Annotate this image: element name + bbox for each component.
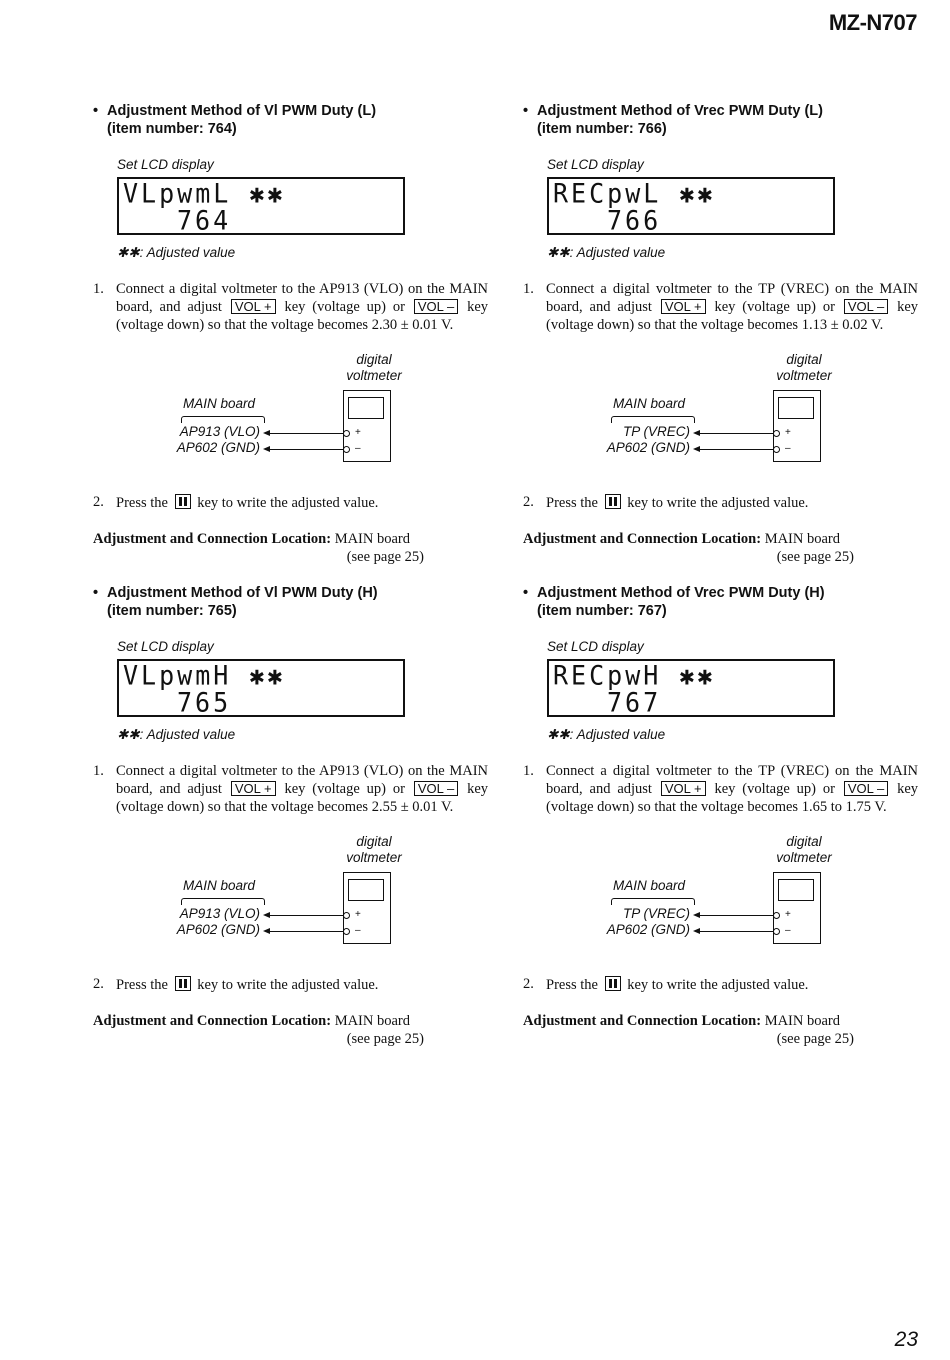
board-brace xyxy=(611,898,695,905)
text-connect: Connect a digital voltmeter to the xyxy=(116,763,320,779)
text-board: on the MAIN board, and adjust xyxy=(116,763,488,797)
vol-minus-key: VOL – xyxy=(844,299,888,314)
step-number: 1. xyxy=(523,281,534,297)
location-label: Adjustment and Connection Location: xyxy=(523,1013,762,1029)
pin-label-2: AP602 (GND) xyxy=(606,440,690,455)
step-1-text xyxy=(546,762,918,816)
location-value: MAIN board xyxy=(331,531,410,547)
target-voltage: 2.30 ± 0.01 V. xyxy=(371,317,454,333)
section-title-block xyxy=(537,102,823,138)
adjustment-section-4 xyxy=(523,584,923,1054)
bullet: • xyxy=(523,585,529,601)
connection-diagram xyxy=(603,352,843,462)
voltmeter-label-2: voltmeter xyxy=(346,850,402,865)
text-press: Press the xyxy=(546,495,602,511)
adjustment-section-1 xyxy=(93,102,493,572)
text-write: key to write the adjusted value. xyxy=(623,495,809,511)
page-number: 23 xyxy=(894,1328,918,1351)
location-page: (see page 25) xyxy=(776,1031,854,1047)
vol-plus-key: VOL + xyxy=(661,299,706,314)
voltmeter-icon xyxy=(343,390,391,462)
terminal-icon xyxy=(773,446,780,453)
connection-diagram xyxy=(603,834,843,944)
voltmeter-icon xyxy=(773,872,821,944)
item-number: (item number: 767) xyxy=(537,603,667,619)
text-connect: Connect a digital voltmeter to the xyxy=(116,281,320,297)
text-write: key to write the adjusted value. xyxy=(623,977,809,993)
voltmeter-label xyxy=(769,834,839,866)
location-block xyxy=(523,530,854,566)
section-title: Adjustment Method of Vl PWM Duty (H) xyxy=(107,585,378,601)
text-board: on the MAIN board, and adjust xyxy=(546,763,918,797)
lcd-display xyxy=(117,659,405,717)
terminal-icon xyxy=(343,446,350,453)
section-title: Adjustment Method of Vl PWM Duty (L) xyxy=(107,103,377,119)
text-press: Press the xyxy=(546,977,602,993)
board-brace xyxy=(181,416,265,423)
voltmeter-label-2: voltmeter xyxy=(346,368,402,383)
lcd-display xyxy=(117,177,405,235)
voltmeter-label-1: digital xyxy=(786,352,822,367)
location-page: (see page 25) xyxy=(346,1031,424,1047)
voltmeter-label-1: digital xyxy=(786,834,822,849)
voltmeter-label-2: voltmeter xyxy=(776,850,832,865)
voltmeter-label xyxy=(769,352,839,384)
plus-terminal-label: + xyxy=(355,427,361,438)
pin-label-1: TP (VREC) xyxy=(623,424,690,439)
text-board: on the MAIN board, and adjust xyxy=(116,281,488,315)
measure-point: TP (VREC) xyxy=(758,281,830,297)
pin-label-1: AP913 (VLO) xyxy=(179,424,260,439)
text-key-down: key (voltage down) so that the voltage becomes xyxy=(116,299,488,333)
voltmeter-label-2: voltmeter xyxy=(776,368,832,383)
terminal-icon xyxy=(773,430,780,437)
location-label: Adjustment and Connection Location: xyxy=(523,531,762,547)
vol-minus-key: VOL – xyxy=(844,781,888,796)
lcd-label: Set LCD display xyxy=(547,157,644,172)
step-2-text xyxy=(546,976,808,994)
pause-key-icon xyxy=(175,976,191,991)
text-board: on the MAIN board, and adjust xyxy=(546,281,918,315)
voltmeter-screen xyxy=(348,879,384,901)
measure-point: AP913 (VLO) xyxy=(319,281,404,297)
text-key-down: key (voltage down) so that the voltage becomes xyxy=(116,781,488,815)
adjusted-value-note: ✱✱: Adjusted value xyxy=(547,727,666,742)
target-voltage: 1.65 to 1.75 V. xyxy=(801,799,887,815)
terminal-icon xyxy=(773,928,780,935)
wire-plus xyxy=(699,433,775,434)
location-value: MAIN board xyxy=(761,531,840,547)
model-number: MZ-N707 xyxy=(828,10,917,35)
location-label: Adjustment and Connection Location: xyxy=(93,1013,332,1029)
lcd-line-2: 767 xyxy=(607,687,662,718)
step-1-text xyxy=(116,762,488,816)
plus-terminal-label: + xyxy=(355,909,361,920)
location-value: MAIN board xyxy=(761,1013,840,1029)
step-number: 2. xyxy=(93,976,104,992)
connection-diagram xyxy=(173,352,413,462)
section-title-block xyxy=(107,584,378,620)
connection-diagram xyxy=(173,834,413,944)
minus-terminal-label: – xyxy=(355,443,361,454)
pin-label-2: AP602 (GND) xyxy=(606,922,690,937)
location-page: (see page 25) xyxy=(346,549,424,565)
adjusted-value-note: ✱✱: Adjusted value xyxy=(117,727,236,742)
section-title: Adjustment Method of Vrec PWM Duty (H) xyxy=(537,585,825,601)
wire-plus xyxy=(699,915,775,916)
step-number: 2. xyxy=(93,494,104,510)
step-number: 2. xyxy=(523,976,534,992)
wire-minus xyxy=(699,931,775,932)
location-line xyxy=(93,1012,424,1030)
step-number: 2. xyxy=(523,494,534,510)
target-voltage: 2.55 ± 0.01 V. xyxy=(371,799,454,815)
text-write: key to write the adjusted value. xyxy=(193,977,379,993)
minus-terminal-label: – xyxy=(785,443,791,454)
section-title: Adjustment Method of Vrec PWM Duty (L) xyxy=(537,103,823,119)
pin-label-2: AP602 (GND) xyxy=(176,922,260,937)
location-page: (see page 25) xyxy=(776,549,854,565)
voltmeter-label-1: digital xyxy=(356,834,392,849)
vol-plus-key: VOL + xyxy=(231,781,276,796)
pin-label-1: AP913 (VLO) xyxy=(179,906,260,921)
step-2-text xyxy=(116,494,378,512)
adjusted-value-note: ✱✱: Adjusted value xyxy=(117,245,236,260)
pause-key-icon xyxy=(605,494,621,509)
wire-minus xyxy=(269,931,345,932)
lcd-line-1: RECpwL ✱✱ xyxy=(553,178,716,209)
text-key-up: key (voltage up) or xyxy=(707,781,842,797)
item-number: (item number: 764) xyxy=(107,121,237,137)
lcd-line-1: VLpwmH ✱✱ xyxy=(123,660,286,691)
step-number: 1. xyxy=(523,763,534,779)
pin-label-1: TP (VREC) xyxy=(623,906,690,921)
lcd-display xyxy=(547,659,835,717)
lcd-line-2: 766 xyxy=(607,205,662,236)
text-key-up: key (voltage up) or xyxy=(277,299,412,315)
target-voltage: 1.13 ± 0.02 V. xyxy=(801,317,884,333)
text-key-down: key (voltage down) so that the voltage becomes xyxy=(546,299,918,333)
measure-point: AP913 (VLO) xyxy=(319,763,404,779)
voltmeter-screen xyxy=(348,397,384,419)
vol-plus-key: VOL + xyxy=(231,299,276,314)
voltmeter-screen xyxy=(778,397,814,419)
voltmeter-icon xyxy=(343,872,391,944)
voltmeter-icon xyxy=(773,390,821,462)
step-number: 1. xyxy=(93,763,104,779)
text-key-down: key (voltage down) so that the voltage becomes xyxy=(546,781,918,815)
terminal-icon xyxy=(343,912,350,919)
main-board-label: MAIN board xyxy=(613,878,686,893)
lcd-display xyxy=(547,177,835,235)
vol-plus-key: VOL + xyxy=(661,781,706,796)
text-connect: Connect a digital voltmeter to the xyxy=(546,281,759,297)
plus-terminal-label: + xyxy=(785,909,791,920)
main-board-label: MAIN board xyxy=(613,396,686,411)
terminal-icon xyxy=(343,928,350,935)
step-2-text xyxy=(116,976,378,994)
adjustment-section-2 xyxy=(523,102,923,572)
terminal-icon xyxy=(773,912,780,919)
location-line xyxy=(523,530,854,548)
adjustment-section-3 xyxy=(93,584,493,1054)
minus-terminal-label: – xyxy=(785,925,791,936)
terminal-icon xyxy=(343,430,350,437)
lcd-label: Set LCD display xyxy=(547,639,644,654)
main-board-label: MAIN board xyxy=(183,878,256,893)
text-write: key to write the adjusted value. xyxy=(193,495,379,511)
main-board-label: MAIN board xyxy=(183,396,256,411)
lcd-label: Set LCD display xyxy=(117,639,214,654)
voltmeter-label xyxy=(339,352,409,384)
bullet: • xyxy=(93,585,99,601)
text-connect: Connect a digital voltmeter to the xyxy=(546,763,759,779)
step-number: 1. xyxy=(93,281,104,297)
plus-terminal-label: + xyxy=(785,427,791,438)
pause-key-icon xyxy=(175,494,191,509)
lcd-label: Set LCD display xyxy=(117,157,214,172)
voltmeter-label-1: digital xyxy=(356,352,392,367)
board-brace xyxy=(181,898,265,905)
lcd-line-1: VLpwmL ✱✱ xyxy=(123,178,286,209)
wire-plus xyxy=(269,433,345,434)
bullet: • xyxy=(93,103,99,119)
step-1-text xyxy=(116,280,488,334)
location-line xyxy=(93,530,424,548)
text-press: Press the xyxy=(116,495,172,511)
text-key-up: key (voltage up) or xyxy=(707,299,842,315)
step-1-text xyxy=(546,280,918,334)
lcd-line-2: 764 xyxy=(177,205,232,236)
location-line xyxy=(523,1012,854,1030)
step-2-text xyxy=(546,494,808,512)
voltmeter-label xyxy=(339,834,409,866)
bullet: • xyxy=(523,103,529,119)
measure-point: TP (VREC) xyxy=(758,763,830,779)
board-brace xyxy=(611,416,695,423)
location-value: MAIN board xyxy=(331,1013,410,1029)
pause-key-icon xyxy=(605,976,621,991)
section-title-block xyxy=(537,584,825,620)
vol-minus-key: VOL – xyxy=(414,299,458,314)
section-title-block xyxy=(107,102,376,138)
location-label: Adjustment and Connection Location: xyxy=(93,531,332,547)
wire-minus xyxy=(699,449,775,450)
location-block xyxy=(93,1012,424,1048)
item-number: (item number: 765) xyxy=(107,603,237,619)
minus-terminal-label: – xyxy=(355,925,361,936)
adjusted-value-note: ✱✱: Adjusted value xyxy=(547,245,666,260)
wire-minus xyxy=(269,449,345,450)
text-press: Press the xyxy=(116,977,172,993)
location-block xyxy=(93,530,424,566)
location-block xyxy=(523,1012,854,1048)
lcd-line-2: 765 xyxy=(177,687,232,718)
text-key-up: key (voltage up) or xyxy=(277,781,412,797)
voltmeter-screen xyxy=(778,879,814,901)
wire-plus xyxy=(269,915,345,916)
pin-label-2: AP602 (GND) xyxy=(176,440,260,455)
lcd-line-1: RECpwH ✱✱ xyxy=(553,660,716,691)
item-number: (item number: 766) xyxy=(537,121,667,137)
vol-minus-key: VOL – xyxy=(414,781,458,796)
